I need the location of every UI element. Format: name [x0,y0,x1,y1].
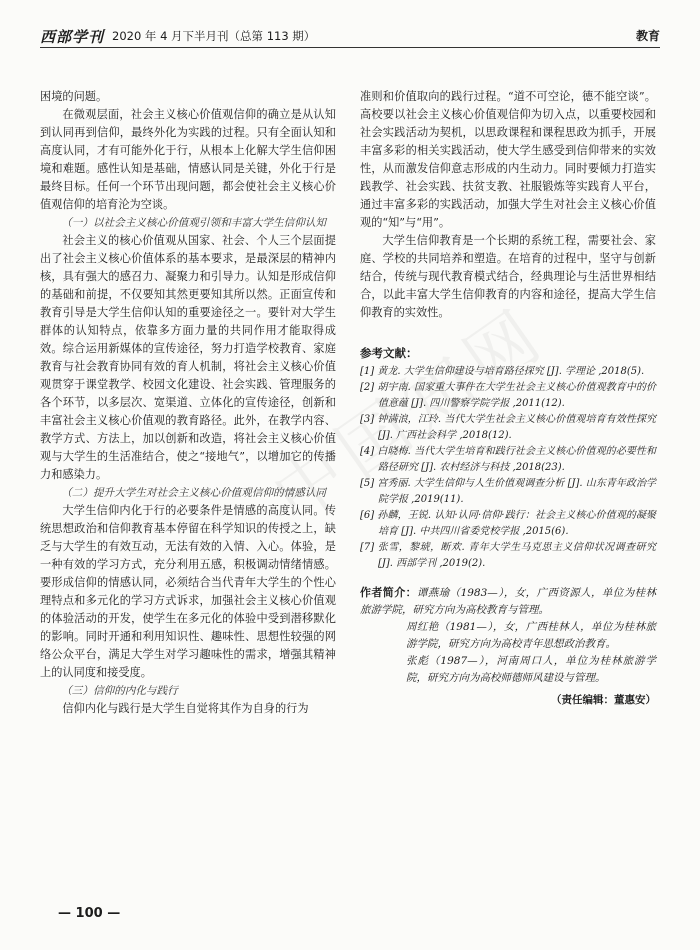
reference-item: [1] 黄龙. 大学生信仰建设与培育路径探究 [J]. 学理论 ,2018(5). [360,366,645,377]
section-subheading: （二）提升大学生对社会主义核心价值观信仰的情感认同 [61,487,327,499]
author-label: 作者简介： [360,586,417,599]
author-text: 张彪（1987—），河南周口人，单位为桂林旅游学院，研究方向为高校师德师风建设与管理。 [406,655,656,684]
author-text: 周红艳（1981—），女，广西桂林人，单位为桂林旅游学院，研究方向为高校青年思想政治教育。 [406,621,656,650]
reference-item: [6] 孙麟，王锐. 认知·认同·信仰·践行：社会主义核心价值观的凝聚培育 [J]. 中共四川省委党校学报 ,2015(6). [360,510,656,537]
responsible-editor: （责任编辑：董惠安） [551,694,656,706]
right-paragraphs [360,88,656,322]
page-number: — 100 — [58,906,121,921]
section-subheading: （三）信仰的内化与践行 [61,685,178,697]
reference-list [360,364,656,572]
reference-item: [2] 胡宇南. 国家重大事件在大学生社会主义核心价值观教育中的价值意蕴 [J]. 四川警察学院学报 ,2011(12). [360,382,656,409]
author-entry [360,619,656,653]
page-header [40,26,660,48]
author-text: 谭燕瑜（1983—），女，广西资源人，单位为桂林旅游学院，研究方向为高校教育与管理。 [360,587,656,616]
body-paragraph: 困境的问题。 [40,90,108,103]
body-paragraph: 大学生信仰教育是一个长期的系统工程，需要社会、家庭、学校的共同培养和塑造。在培育的过程中，坚守与创新结合，传统与现代教育模式结合，经典理论与生活世界相结合，以此丰富大学生信仰教育的内容和途径，提高大学生信仰教育的实效性。 [360,234,656,319]
reference-item: [5] 宫秀丽. 大学生信仰与人生价值观调查分析 [J]. 山东青年政治学院学报 ,2019(11). [360,478,656,505]
body-paragraph: 在微观层面，社会主义核心价值观信仰的确立是从认知到认同再到信仰，最终外化为实践的过程。只有全面认知和高度认同，才有可能外化于行，从根本上化解大学生信仰困境和难题。感性认知是基础，情感认同是关键，外化于行是最终目标。任何一个环节出现问题，都会使社会主义核心价值观信仰的培育沦为空谈。 [40,108,336,211]
right-column [360,88,656,709]
references-title: 参考文献： [360,346,418,360]
journal-logo: 西部学刊 [40,28,105,46]
reference-item: [3] 钟满浪，江玲. 当代大学生社会主义核心价值观培育有效性探究 [J]. 广西社会科学 ,2018(12). [360,414,656,441]
section-name: 教育 [635,29,660,43]
body-paragraph: 社会主义的核心价值观从国家、社会、个人三个层面提出了社会主义核心价值体系的基本要求，是最深层的精神内核，具有强大的感召力、凝聚力和引导力。认知是形成信仰的基础和前提，不仅要知其然更要知其所以然。正面宣传和教育引导是大学生信仰认知的重要途径之一。要针对大学生群体的认知特点，依靠多方面力量的共同作用才能取得成效。综合运用新媒体的宣传途径，努力打造学校教育、家庭教育与社会教育协同有效的育人机制，将社会主义核心价值观贯穿于课堂教学、校园文化建设、社会实践、管理服务的各个环节，以多层次、宽渠道、立体化的宣传途径，创新和丰富社会主义核心价值观的教育路径。此外，在教学内容、教学方式、方法上，加以创新和改造，将社会主义核心价值观与大学生的生活准结合，使之“接地气”，以增加它的传播力和感染力。 [40,234,336,481]
body-paragraph: 准则和价值取向的践行过程。“道不可空论，德不能空谈”。高校要以社会主义核心价值观信仰为切入点，以重要校园和社会实践活动为契机，以思政课程和课程思政为抓手，开展丰富多彩的相关实践活动，使大学生感受到信仰带来的实效性，从而激发信仰意志形成的内生动力。同时要倾力打造实践教学、社会实践、扶贫支教、社服锻炼等实践育人平台，通过丰富多彩的实践活动，加强大学生对社会主义核心价值观的“知”与“用”。 [360,90,656,229]
author-entry [360,653,656,687]
body-paragraph: 信仰内化与践行是大学生自觉将其作为自身的行为 [62,702,309,715]
reference-item: [7] 张雪，黎琥，断欢. 青年大学生马克思主义信仰状况调查研究 [J]. 西部学刊 ,2019(2). [360,542,656,569]
reference-item: [4] 白晓梅. 当代大学生培育和践行社会主义核心价值观的必要性和路径研究 [J]. 农村经济与科技 ,2018(23). [360,446,656,473]
author-entry [360,584,656,619]
body-paragraph: 大学生信仰内化于行的必要条件是情感的高度认同。传统思想政治和信仰教育基本停留在科学知识的传授之上，缺乏与大学生的有效互动，无法有效的入情、入心。体验，是一种有效的学习方式，充分利用五感，积极调动情绪情感。要形成信仰的情感认同，必须结合当代青年大学生的个性心理特点和多元化的学习方式诉求，加强社会主义核心价值观的体验活动的开发，使学生在多元化的体验中受到潜移默化的影响。同时开通和利用知识性、趣味性、思想性较强的网络公众平台，满足大学生对学习趣味性的需求，增强其精神上的认同度和接受度。 [40,504,336,679]
header-rule [40,47,660,48]
section-subheading: （一）以社会主义核心价值观引领和丰富大学生信仰认知 [61,217,327,229]
author-bio [360,584,656,687]
left-column [40,88,336,718]
issue-info: 2020 年 4 月下半月刊（总第 113 期） [112,29,316,43]
